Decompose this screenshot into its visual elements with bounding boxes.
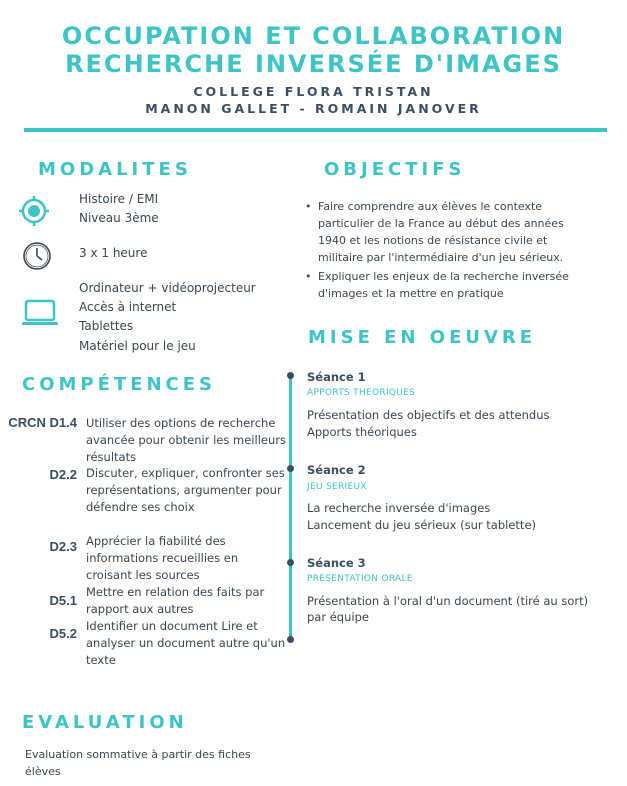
evaluation-text: Evaluation sommative à partir des fiches élèves [25, 748, 251, 778]
subject-line-1: Histoire / EMI [79, 192, 159, 206]
equipment-line-4: Matériel pour le jeu [79, 339, 196, 353]
title-line-1: OCCUPATION ET COLLABORATION [61, 22, 566, 50]
laptop-icon [20, 298, 60, 332]
objectifs-list [302, 198, 594, 304]
session-title: Séance 3 [307, 556, 366, 570]
equipment-line-3: Tablettes [79, 319, 134, 333]
competence-text: Apprécier la fiabilité des informations recueillies en croisant les sources [86, 534, 239, 582]
session-line: Lancement du jeu sérieux (sur tablette) [307, 518, 537, 532]
target-icon [18, 195, 50, 231]
header-divider [24, 128, 607, 132]
evaluation-heading: EVALUATION [22, 712, 188, 733]
session-line: La recherche inversée d'images [307, 501, 491, 515]
competence-code: CRCN D1.4 [8, 415, 77, 430]
title-line-2: RECHERCHE INVERSÉE D'IMAGES [65, 50, 562, 78]
school-name: COLLEGE FLORA TRISTAN [193, 84, 434, 99]
competences-heading: COMPÉTENCES [22, 374, 217, 395]
session-title: Séance 2 [307, 463, 366, 477]
competence-code: D5.2 [49, 626, 77, 641]
objectif-item: • Expliquer les enjeux de la recherche inversée d'images et la mettre en pratique [302, 268, 594, 302]
session-subtitle: PRESENTATION ORALE [307, 574, 413, 584]
session-line: Présentation des objectifs et des attendus [307, 408, 550, 422]
competence-text: Mettre en relation des faits par rapport aux autres [86, 585, 265, 616]
equipment-line-1: Ordinateur + vidéoprojecteur [79, 281, 256, 295]
timeline-dot [287, 559, 294, 566]
duration: 3 x 1 heure [79, 246, 148, 260]
session-line: Apports théoriques [307, 425, 417, 439]
timeline-line [289, 375, 292, 641]
mise-en-oeuvre-heading: MISE EN OEUVRE [308, 327, 537, 348]
equipment-line-2: Accès à internet [79, 300, 177, 314]
session-line: Présentation à l'oral d'un document (tiré au sort) par équipe [307, 594, 589, 624]
timeline-dot [287, 465, 294, 472]
objectif-item: • Faire comprendre aux élèves le contexte particulier de la France au début des années 1940 et les notions de résistance civile et militaire par l'intermédiaire d'un jeu sérieux. [302, 198, 594, 266]
subject-line-2: Niveau 3ème [79, 211, 159, 225]
timeline-dot [287, 372, 294, 379]
session-title: Séance 1 [307, 370, 366, 384]
competence-text: Utiliser des options de recherche avancée pour obtenir les meilleurs résultats [86, 416, 286, 464]
objectifs-heading: OBJECTIFS [324, 159, 466, 180]
authors: MANON GALLET - ROMAIN JANOVER [145, 101, 482, 116]
timeline-dot [287, 636, 294, 643]
clock-icon [21, 240, 53, 276]
session-subtitle: JEU SERIEUX [307, 482, 367, 492]
competence-code: D2.2 [49, 467, 77, 482]
session-subtitle: APPORTS THEORIQUES [307, 388, 416, 398]
competence-text: Identifier un document Lire et analyser un document autre qu'un texte [86, 619, 286, 667]
competence-code: D5.1 [49, 593, 77, 608]
competence-text: Discuter, expliquer, confronter ses représentations, argumenter pour défendre ses choix [86, 466, 285, 514]
modalites-heading: MODALITES [38, 159, 192, 180]
competence-code: D2.3 [49, 539, 77, 554]
